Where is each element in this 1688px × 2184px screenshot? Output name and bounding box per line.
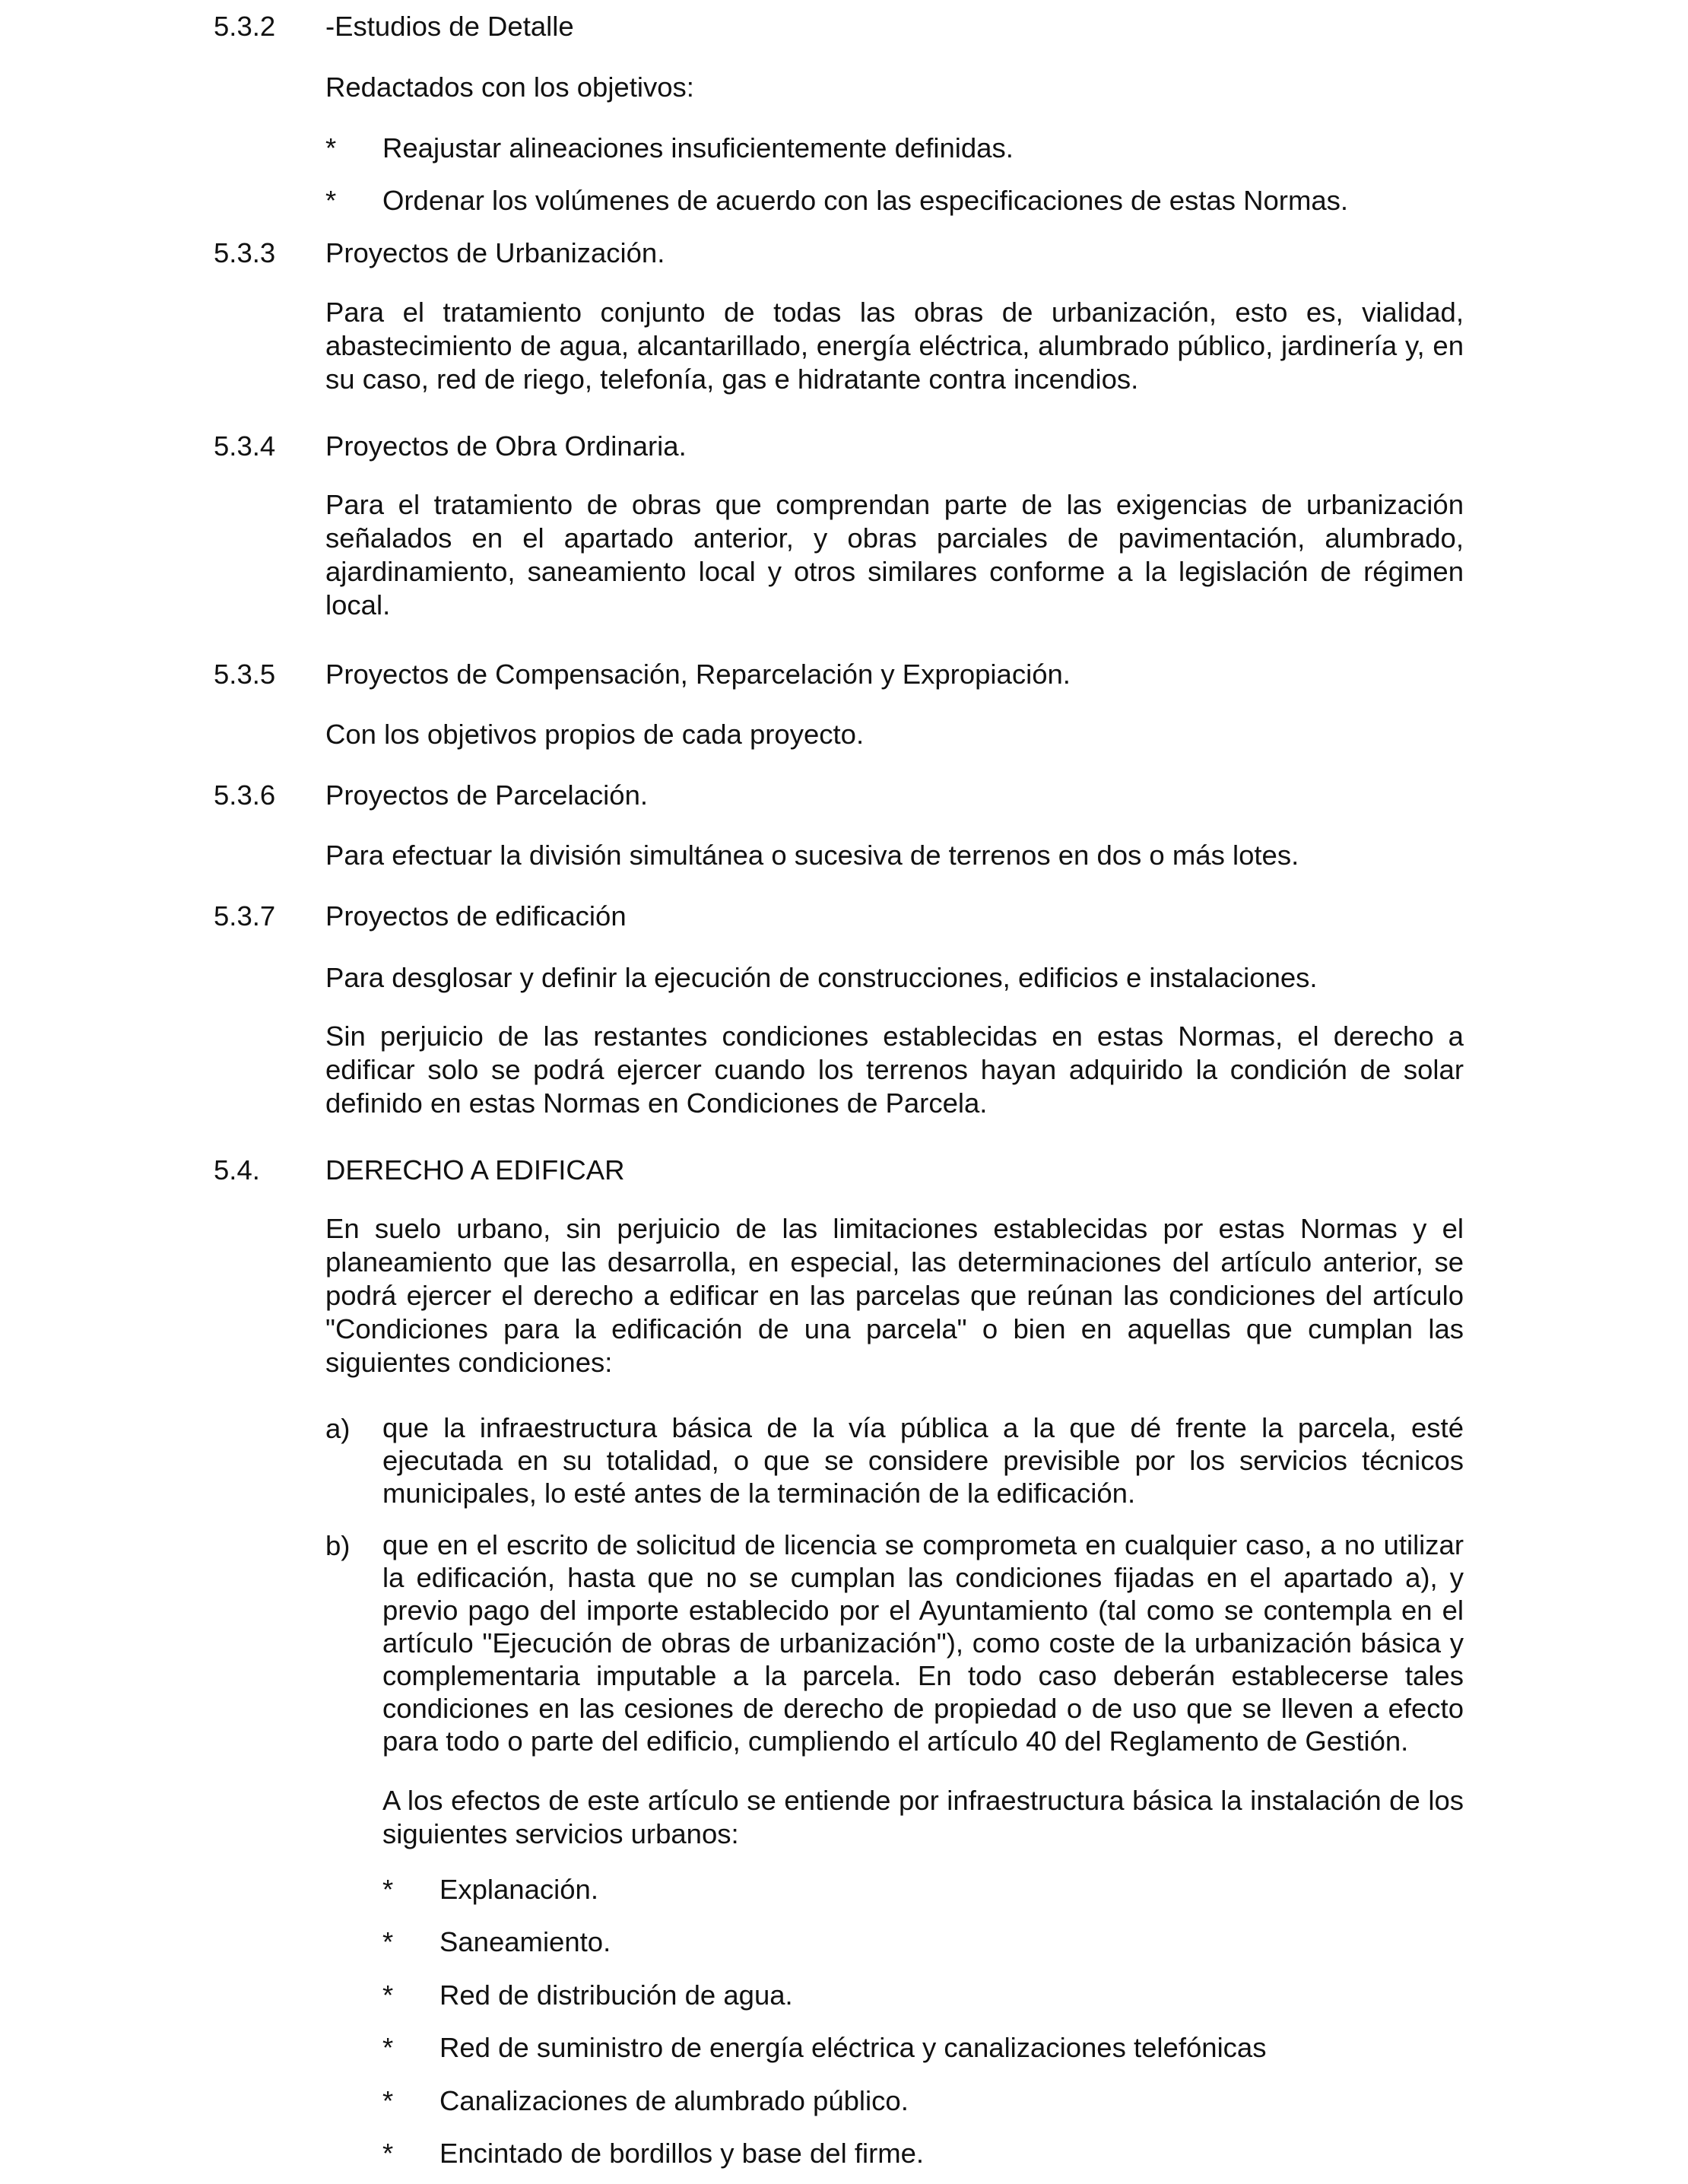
bullet-item-reajustar: Reajustar alineaciones insuficientemente definidas. [382,132,1014,163]
bullet-marker: * [382,1874,394,1905]
paragraph-desglosar: Para desglosar y definir la ejecución de construcciones, edificios e instalaciones. [325,962,1318,993]
bullet-item-explanacion: Explanación. [439,1874,599,1905]
section-number-5-3-7: 5.3.7 [214,900,276,932]
bullet-marker: * [382,2085,394,2116]
bullet-item-bordillos: Encintado de bordillos y base del firme. [439,2138,925,2169]
section-title-proyectos-urbanizacion: Proyectos de Urbanización. [325,237,665,268]
paragraph-suelo-urbano: En suelo urbano, sin perjuicio de las limitaciones establecidas por estas Normas y el planeamiento que las desarrolla, en especial, las determinaciones del artículo anterior, se podrá ejercer el derecho a edificar en las parcelas que reúnan las condiciones del artículo "Condiciones para la edificación de una parcela" o bien en aquellas que cumplan las siguientes condiciones: [325,1213,1464,1378]
bullet-marker: * [325,132,337,163]
section-number-5-3-6: 5.3.6 [214,779,276,811]
paragraph-infraestructura-basica: A los efectos de este artículo se entiende por infraestructura básica la instalación de los siguientes servicios urbanos: [382,1785,1464,1849]
bullet-marker: * [382,2138,394,2169]
section-title-obra-ordinaria: Proyectos de Obra Ordinaria. [325,430,687,462]
bullet-item-saneamiento: Saneamiento. [439,1926,611,1957]
bullet-marker: * [325,185,337,216]
paragraph-obra-ordinaria: Para el tratamiento de obras que comprendan parte de las exigencias de urbanización señalados en el apartado anterior, y obras parciales de pavimentación, alumbrado, ajardinamiento, saneamiento local y otros similares conforme a la legislación de régimen local. [325,489,1464,621]
section-number-5-3-5: 5.3.5 [214,659,276,690]
bullet-marker: * [382,1979,394,2011]
list-item-b: que en el escrito de solicitud de licencia se comprometa en cualquier caso, a no utilizar la edificación, hasta que no se cumplan las condiciones fijadas en el apartado a), y previo pago del importe establecido por el Ayuntamiento (tal como se contempla en el artículo "Ejecución de obras de urbanización"), como coste de la urbanización básica y complementaria imputable a la parcela. En todo caso deberán establecerse tales condiciones en las cesiones de derecho de propiedad o de uso que se lleven a efecto para todo o parte del edificio, cumpliendo el artículo 40 del Reglamento de Gestión. [382,1529,1464,1757]
bullet-item-red-agua: Red de distribución de agua. [439,1979,793,2011]
paragraph-redactados: Redactados con los objetivos: [325,71,694,103]
bullet-marker: * [382,2032,394,2063]
section-number-5-4: 5.4. [214,1154,260,1186]
paragraph-sin-perjuicio: Sin perjuicio de las restantes condiciones establecidas en estas Normas, el derecho a edificar solo se podrá ejercer cuando los terrenos hayan adquirido la condición de solar definido en estas Normas en Condiciones de Parcela. [325,1021,1464,1119]
section-title-derecho-a-edificar: DERECHO A EDIFICAR [325,1154,625,1186]
paragraph-compensacion: Con los objetivos propios de cada proyecto. [325,719,865,750]
list-marker-a: a) [325,1413,351,1444]
bullet-item-alumbrado: Canalizaciones de alumbrado público. [439,2085,909,2116]
bullet-item-ordenar: Ordenar los volúmenes de acuerdo con las especificaciones de estas Normas. [382,185,1349,216]
bullet-item-energia-electrica: Red de suministro de energía eléctrica y canalizaciones telefónicas [439,2032,1267,2063]
section-title-edificacion: Proyectos de edificación [325,900,627,932]
section-title-estudios-de-detalle: -Estudios de Detalle [325,11,574,42]
list-item-a: que la infraestructura básica de la vía pública a la que dé frente la parcela, esté ejecutada en su totalidad, o que se considere previsible por los servicios técnicos municipales, lo esté antes de la terminación de la edificación. [382,1412,1464,1509]
bullet-marker: * [382,1926,394,1957]
list-marker-b: b) [325,1530,351,1561]
section-number-5-3-3: 5.3.3 [214,237,276,268]
section-title-parcelacion: Proyectos de Parcelación. [325,779,649,811]
paragraph-urbanizacion: Para el tratamiento conjunto de todas las obras de urbanización, esto es, vialidad, abastecimiento de agua, alcantarillado, energía eléctrica, alumbrado público, jardinería y, en su caso, red de riego, telefonía, gas e hidratante contra incendios. [325,297,1464,395]
paragraph-parcelacion: Para efectuar la división simultánea o sucesiva de terrenos en dos o más lotes. [325,840,1299,871]
section-number-5-3-4: 5.3.4 [214,430,276,462]
section-title-compensacion: Proyectos de Compensación, Reparcelación y Expropiación. [325,659,1071,690]
section-number-5-3-2: 5.3.2 [214,11,276,42]
